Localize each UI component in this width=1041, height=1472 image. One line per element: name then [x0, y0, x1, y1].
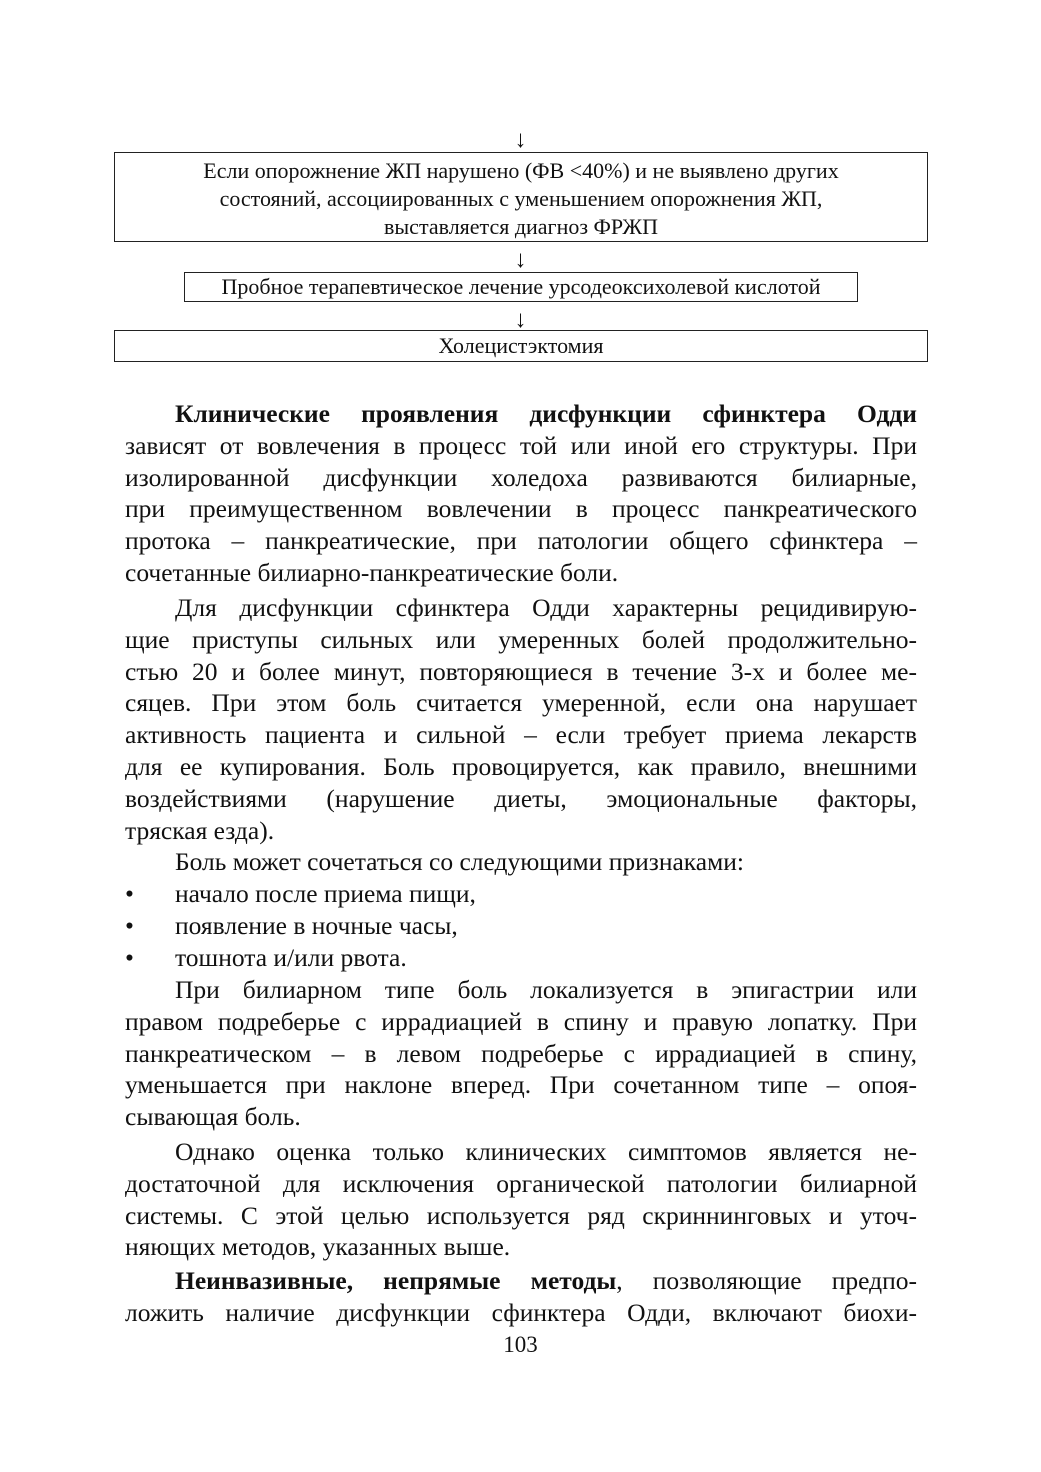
paragraph-line: Боль может сочетаться со следующими признаками:: [175, 847, 744, 876]
list-item-text: появление в ночные часы,: [175, 910, 458, 940]
paragraph-pain-types: [125, 974, 917, 1133]
list-item: [125, 878, 917, 910]
bullet-icon: •: [125, 910, 134, 940]
paragraph-line: зависят от вовлечения в процесс той или иной его структуры. При: [125, 430, 917, 460]
paragraph-signs-intro: [125, 846, 917, 878]
arrow-down-icon: ↓: [514, 307, 527, 333]
paragraph-line: уменьшается при наклоне вперед. При сочетанном типе – опоя-: [125, 1070, 917, 1100]
signs-list: [125, 878, 917, 973]
paragraph-line: для ее купирования. Боль провоцируется, как правило, внешними: [125, 751, 917, 781]
paragraph-line: воздействиями (нарушение диеты, эмоциональные факторы,: [125, 783, 917, 813]
paragraph-line: стью 20 и более минут, повторяющиеся в течение 3-х и более ме-: [125, 656, 917, 686]
paragraph-line: правом подреберье с иррадиацией в спину и правую лопатку. При: [125, 1006, 917, 1036]
arrow-down-icon: ↓: [514, 127, 527, 153]
paragraph-line: тряская езда).: [125, 815, 275, 845]
paragraph-line: няющих методов, указанных выше.: [125, 1232, 511, 1262]
paragraph-line: активность пациента и сильной – если требует приема лекарств: [125, 720, 917, 750]
bold-heading: Клинические проявления дисфункции сфинктера Одди: [175, 399, 917, 428]
paragraph-line: При билиарном типе боль локализуется в эпигастрии или: [175, 975, 917, 1004]
paragraph-line: сывающая боль.: [125, 1102, 301, 1132]
bullet-icon: •: [125, 879, 134, 908]
paragraph-noninvasive: [125, 1265, 917, 1329]
paragraph-clinical: [125, 398, 917, 589]
treatment-text: Пробное терапевтическое лечение урсодеоксихолевой кислотой: [221, 274, 821, 299]
page-number: 103: [503, 1332, 538, 1357]
list-item: [125, 910, 917, 942]
paragraph-text: , позволяющие предпо-: [616, 1266, 917, 1295]
paragraph-line: достаточной для исключения органической патологии билиарной: [125, 1168, 917, 1198]
list-item-text: тошнота и/или рвота.: [175, 942, 407, 972]
diagnosis-box: [114, 152, 928, 242]
paragraph-line: щие приступы сильных или умеренных болей продолжительно-: [125, 624, 917, 654]
paragraph-line: изолированной дисфункции холедоха развиваются билиарные,: [125, 462, 917, 492]
paragraph-line: системы. С этой целью используется ряд скриннинговых и уточ-: [125, 1200, 917, 1230]
treatment-box: [184, 272, 858, 302]
surgery-text: Холецистэктомия: [438, 333, 604, 358]
paragraph-line: Для дисфункции сфинктера Одди характерны рецидивирую-: [175, 593, 917, 622]
diagnosis-line-3: выставляется диагноз ФРЖП: [384, 214, 658, 239]
paragraph-line: протока – панкреатические, при патологии общего сфинктера –: [125, 526, 917, 556]
paragraph-line: Однако оценка только клинических симптомов является не-: [175, 1137, 917, 1166]
list-item: [125, 942, 917, 974]
diagnosis-line-1: Если опорожнение ЖП нарушено (ФВ <40%) и не выявлено других: [203, 158, 839, 183]
diagnosis-line-2: состояний, ассоциированных с уменьшением опорожнения ЖП,: [219, 186, 823, 211]
arrow-down-icon: ↓: [514, 247, 527, 273]
paragraph-line: [125, 1265, 917, 1297]
paragraph-line: панкреатическом – в левом подреберье с иррадиацией в спину,: [125, 1038, 917, 1068]
bold-heading: Неинвазивные, непрямые методы: [175, 1266, 617, 1295]
paragraph-line: сяцев. При этом боль считается умеренной, если она нарушает: [125, 688, 917, 718]
surgery-box: [114, 330, 928, 362]
paragraph-assessment: [125, 1136, 917, 1263]
paragraph-pain: [125, 592, 917, 846]
bullet-icon: •: [125, 942, 134, 972]
paragraph-line: ложить наличие дисфункции сфинктера Одди, включают биохи-: [125, 1297, 917, 1327]
list-item-text: начало после приема пищи,: [175, 879, 476, 908]
paragraph-line: сочетанные билиарно-панкреатические боли.: [125, 557, 619, 587]
paragraph-line: [125, 398, 917, 430]
paragraph-line: при преимущественном вовлечении в процесс панкреатического: [125, 494, 917, 524]
